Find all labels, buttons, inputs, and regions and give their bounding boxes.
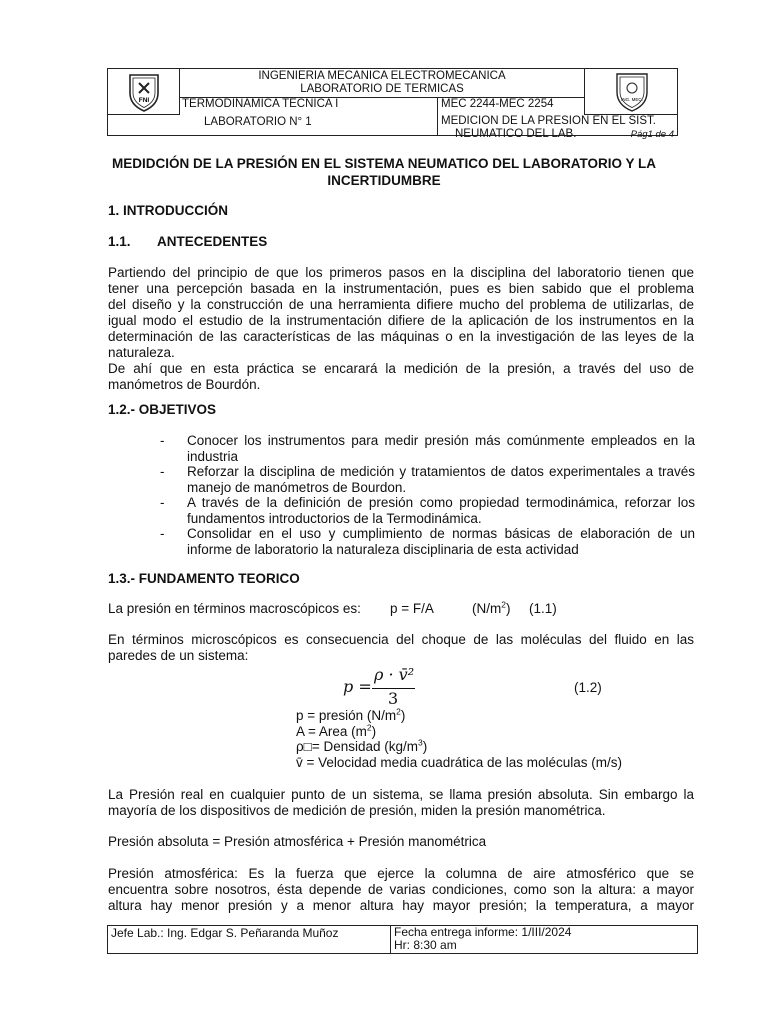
lab-chief: Jefe Lab.: Ing. Edgar S. Peñaranda Muñoz [108, 926, 391, 953]
definition-tail: ) [400, 708, 406, 723]
lab-number: LABORATORIO N° 1 [108, 115, 438, 136]
definition-item [296, 739, 622, 755]
lab-topic [438, 115, 678, 140]
title-line-2: INCERTIDUMBRE [327, 173, 441, 188]
paragraph-line: Presión atmosférica: Es la fuerza que ejerce la columna de aire atmosférico que se [108, 866, 694, 881]
macro-units-exp: 2 [501, 599, 506, 610]
list-item: - Consolidar en el uso y cumplimiento de normas básicas de elaboración de un informe de laboratorio la naturaleza disciplinaria de esta actividad [160, 526, 695, 557]
paragraph-line: En términos microscópicos es consecuencia del choque de las moléculas del fluido en las [108, 632, 694, 647]
section-heading-fundamento: 1.3.- FUNDAMENTO TEORICO [108, 571, 300, 586]
paragraph-line: igual modo el estudio de la instrumentación difiere de la aplicación de los instrumentos en la [108, 313, 694, 328]
topic-line-1: MEDICION DE LA PRESION EN EL SIST. [441, 115, 656, 127]
equation-number-1-1: (1.1) [529, 601, 557, 616]
page-number: Pág1 de 4 [630, 129, 674, 140]
variable-definitions [296, 708, 622, 770]
definition-text: ρ□= Densidad (kg/m [296, 739, 419, 754]
topic-line-2: NEUMATICO DEL LAB. [455, 128, 577, 140]
logo-right-text: ING. MEC. [621, 97, 643, 102]
micro-paragraph [108, 632, 694, 664]
paragraph-line: altura hay menor presión y a menor altura hay mayor presión; la temperatura, a mayor [108, 898, 694, 913]
equation-numerator: ρ · v̄² [374, 665, 415, 684]
faculty-logo [108, 69, 180, 115]
paragraph-line: Partiendo del principio de que los primeros pasos en la disciplina del laboratorio tienen que [108, 265, 694, 280]
paragraph-line: naturaleza. [108, 345, 175, 360]
macro-formula: p = F/A [390, 601, 434, 616]
institution-name [180, 69, 584, 97]
definition-tail: ) [371, 723, 377, 739]
definition-text: p = presión (N/m [296, 708, 397, 723]
equation-number-1-2: (1.2) [574, 680, 602, 695]
due-time-line: Hr: 8:30 am [394, 937, 457, 952]
paragraph-line: manómetros de Bourdón. [108, 377, 261, 392]
atmospheric-pressure-paragraph [108, 866, 694, 914]
paragraph-line: mayoría de los dispositivos de medición de presión, miden la presión manométrica. [108, 803, 606, 818]
definition-text: A = Area (m [296, 723, 367, 739]
antecedentes-paragraph [108, 265, 694, 393]
logo-left-text: FNI [138, 97, 150, 104]
header-table [107, 68, 678, 140]
footer-table [107, 925, 698, 954]
definition-exp: 2 [366, 722, 372, 732]
paragraph-line: encuentra sobre nosotros, ésta depende de varias condiciones, como son la altura: a mayor [108, 882, 694, 897]
definition-text: v̄ = Velocidad media cuadrática de las moléculas (m/s) [296, 754, 623, 770]
macro-text: La presión en términos macroscópicos es: [108, 601, 361, 616]
section-heading-objetivos: 1.2.- OBJETIVOS [108, 402, 217, 417]
absolute-pressure-equation: Presión absoluta = Presión atmosférica + Presión manométrica [108, 834, 487, 849]
paragraph-line: determinación de las características de las máquinas o en la investigación de las leyes de la [108, 329, 694, 344]
paragraph-line: De ahí que en esta práctica se encarará la medición de la presión, a través del uso de [108, 361, 694, 376]
equation-denominator: 3 [388, 689, 399, 708]
course-name: TERMODINAMICA TECNICA I [180, 97, 438, 115]
title-line-1: MEDIDCIÓN DE LA PRESIÓN EN EL SISTEMA NEUMATICO DEL LABORATORIO Y LA [111, 156, 657, 171]
institution-line-1: INGENIERIA MECANICA ELECTROMECANICA [258, 70, 506, 82]
paragraph-line: paredes de un sistema: [108, 648, 249, 663]
document-title [108, 155, 660, 189]
list-item: - A través de la definición de presión como propiedad termodinámica, reforzar los fundamentos introductorios de la Termodinámica. [160, 495, 695, 526]
department-logo [584, 69, 678, 115]
list-item: - Conocer los instrumentos para medir presión más comúnmente empleados en la industria [160, 433, 695, 464]
equation-lhs: p = [343, 677, 372, 696]
paragraph-line: La Presión real en cualquier punto de un sistema, se llama presión absoluta. Sin embargo la [108, 787, 694, 802]
definition-exp: 2 [396, 706, 401, 717]
definition-item [296, 724, 622, 740]
due-date [391, 926, 697, 953]
definition-item [296, 755, 622, 771]
due-date-line: Fecha entrega informe: 1/III/2024 [394, 925, 572, 939]
definition-exp: 3 [418, 737, 423, 748]
macro-units-close: ) [505, 601, 511, 616]
course-code: MEC 2244-MEC 2254 [438, 97, 584, 115]
absolute-pressure-paragraph [108, 787, 694, 819]
section-heading-introduccion: 1. INTRODUCCIÓN [108, 203, 229, 218]
section-heading-antecedentes: ANTECEDENTES [157, 234, 268, 249]
institution-line-2: LABORATORIO DE TERMICAS [300, 83, 464, 95]
paragraph-line: del diseño y la construcción de una herramienta difiere mucho del problema de utilizarlas, de [108, 297, 694, 312]
macro-units [472, 601, 510, 616]
paragraph-line: tener una percepción basada en la instrumentación, pues es bien sabido que el problema [108, 281, 694, 296]
section-number-1-1: 1.1. [108, 234, 131, 249]
macro-units-text: (N/m [472, 601, 502, 616]
definition-item [296, 708, 622, 724]
list-item: - Reforzar la disciplina de medición y tratamientos de datos experimentales a través manejo de manómetros de Bourdon. [160, 464, 695, 495]
objectives-list [160, 433, 695, 557]
definition-tail: ) [422, 739, 428, 754]
